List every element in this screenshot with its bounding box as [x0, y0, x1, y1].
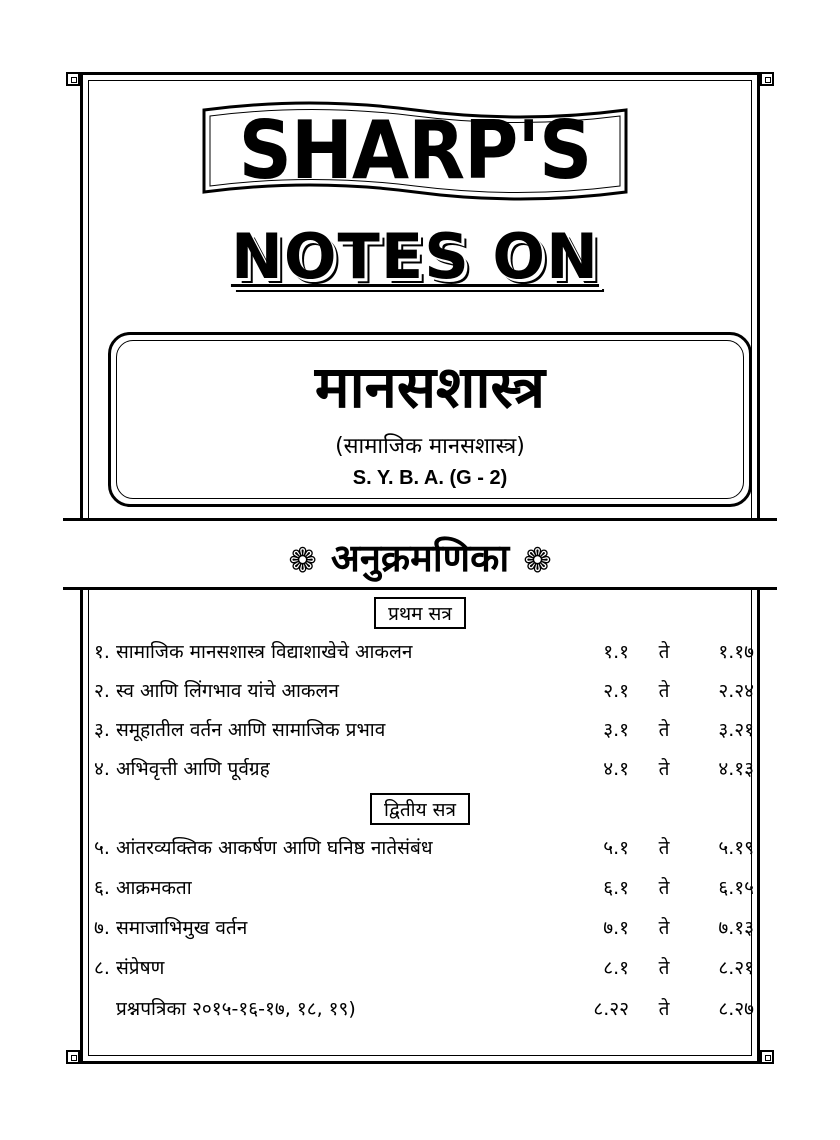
term-label: प्रथम सत्र	[374, 597, 466, 629]
range-separator: ते	[658, 680, 670, 702]
toc-row	[94, 755, 754, 785]
brand-title: SHARP'S	[238, 104, 592, 198]
chapter-title: ७. समाजाभिमुख वर्तन	[94, 917, 248, 939]
page-start: ६.१	[603, 877, 629, 899]
term-label: द्वितीय सत्र	[370, 793, 470, 825]
toc-row	[94, 995, 754, 1025]
subject-title: मानसशास्त्र	[314, 353, 546, 421]
page-start: ८.१	[603, 957, 629, 979]
page-start: ८.२२	[593, 998, 629, 1020]
flower-icon: ❁	[523, 540, 552, 581]
page-end: ६.१५	[718, 877, 754, 899]
toc-row	[94, 914, 754, 944]
chapter-title: ४. अभिवृत्ती आणि पूर्वग्रह	[94, 758, 270, 780]
page-start: १.१	[603, 641, 629, 663]
index-heading-band	[63, 518, 777, 590]
chapter-title: २. स्व आणि लिंगभाव यांचे आकलन	[94, 680, 339, 702]
term-heading-2	[0, 793, 840, 825]
range-separator: ते	[658, 758, 670, 780]
range-separator: ते	[658, 837, 670, 859]
page-end: ८.२१	[718, 957, 754, 979]
range-separator: ते	[658, 917, 670, 939]
subject-box	[108, 332, 752, 507]
range-separator: ते	[658, 877, 670, 899]
toc-row	[94, 874, 754, 904]
chapter-title: ६. आक्रमकता	[94, 877, 192, 899]
page-end: ३.२१	[718, 719, 754, 741]
range-separator: ते	[658, 719, 670, 741]
toc-row	[94, 638, 754, 668]
page-end: ४.१३	[718, 758, 754, 780]
toc-row	[94, 677, 754, 707]
corner-ornament-bottom-left	[66, 1050, 80, 1064]
chapter-title: प्रश्नपत्रिका २०१५-१६-१७, १८, १९)	[116, 998, 356, 1020]
page-end: २.२४	[718, 680, 754, 702]
chapter-title: ३. समूहातील वर्तन आणि सामाजिक प्रभाव	[94, 719, 386, 741]
page-end: ८.२७	[718, 998, 754, 1020]
chapter-title: ५. आंतरव्यक्तिक आकर्षण आणि घनिष्ठ नातेसंबंध	[94, 837, 433, 859]
page-start: ४.१	[603, 758, 629, 780]
toc-row	[94, 954, 754, 984]
toc-row	[94, 834, 754, 864]
course-code: S. Y. B. A. (G - 2)	[352, 467, 508, 489]
page-start: ५.१	[603, 837, 629, 859]
toc-row	[94, 716, 754, 746]
flower-icon: ❁	[288, 540, 317, 581]
range-separator: ते	[658, 641, 670, 663]
page-start: ३.१	[603, 719, 629, 741]
corner-ornament-top-right	[760, 72, 774, 86]
chapter-title: १. सामाजिक मानसशास्त्र विद्याशाखेचे आकलन	[94, 641, 413, 663]
page-start: २.१	[603, 680, 629, 702]
page-end: १.१७	[718, 641, 754, 663]
corner-ornament-top-left	[66, 72, 80, 86]
notes-on-heading: NOTES ON	[230, 220, 600, 293]
corner-ornament-bottom-right	[760, 1050, 774, 1064]
page-end: ५.१९	[718, 837, 754, 859]
term-heading-1	[0, 597, 840, 629]
range-separator: ते	[658, 957, 670, 979]
chapter-title: ८. संप्रेषण	[94, 957, 165, 979]
brand-banner	[200, 100, 630, 205]
page-start: ७.१	[603, 917, 629, 939]
index-title: अनुक्रमणिका	[330, 536, 510, 580]
page-end: ७.१३	[718, 917, 754, 939]
subject-subtitle: (सामाजिक मानसशास्त्र)	[335, 434, 525, 459]
range-separator: ते	[658, 998, 670, 1020]
